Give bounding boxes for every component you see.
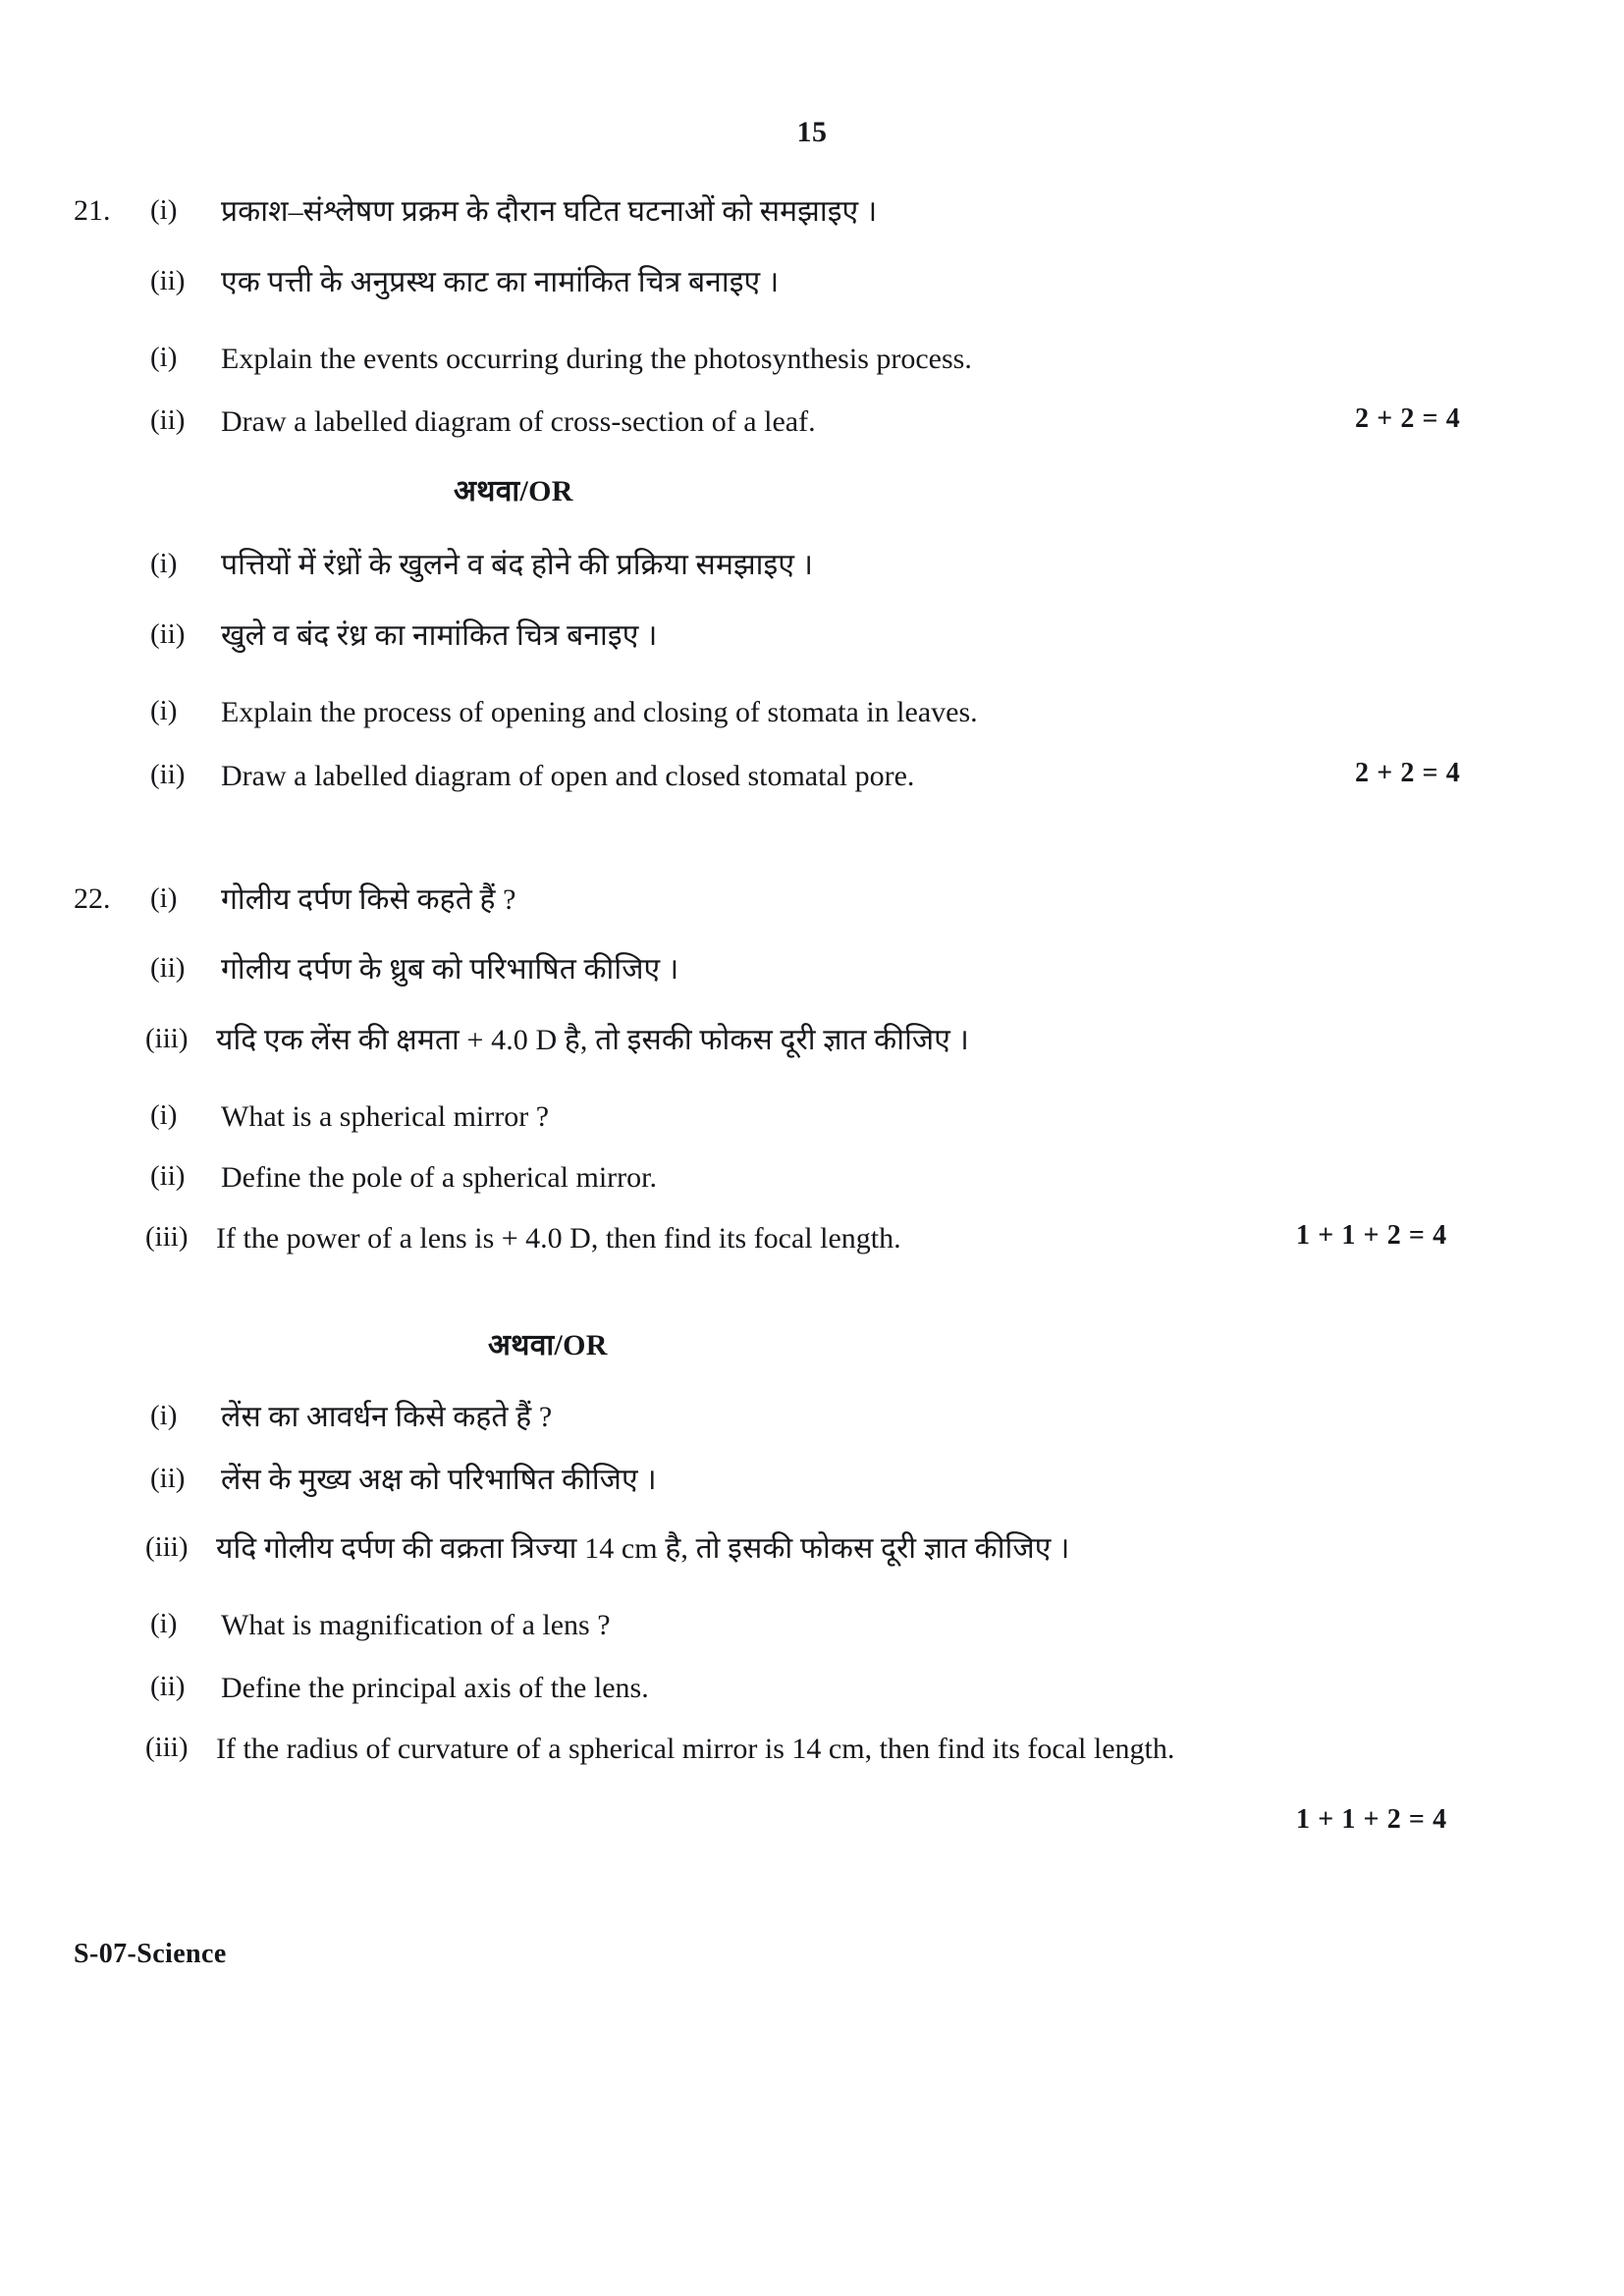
question-22-alt-english-part-ii [150, 1669, 649, 1707]
question-22-hindi-part-iii [145, 1021, 969, 1059]
question-22-english-part-iii [145, 1219, 901, 1257]
part-text: एक पत्ती के अनुप्रस्थ काट का नामांकित चित्र बनाइए । [221, 266, 780, 298]
part-marker: (ii) [150, 952, 186, 984]
or-divider-question-22: अथवा/OR [488, 1329, 608, 1362]
part-text: Explain the process of opening and closing of stomata in leaves. [221, 696, 978, 728]
question-21-alt-english-part-ii [150, 757, 914, 795]
question-22-marks: 1 + 1 + 2 = 4 [1296, 1220, 1447, 1251]
part-text: लेंस का आवर्धन किसे कहते हैं ? [221, 1401, 553, 1433]
part-text: What is a spherical mirror ? [221, 1100, 550, 1133]
question-21-alt-marks: 2 + 2 = 4 [1355, 758, 1461, 788]
question-21-alt-hindi-part-i [150, 546, 813, 584]
footer-paper-code: S-07-Science [74, 1939, 227, 1969]
part-text: यदि एक लेंस की क्षमता + 4.0 D है, तो इसकी फोकस दूरी ज्ञात कीजिए । [216, 1024, 969, 1056]
part-marker: (i) [150, 1608, 178, 1639]
part-marker: (i) [150, 695, 178, 726]
part-marker: (i) [150, 882, 178, 914]
part-marker: (ii) [150, 1463, 186, 1494]
part-marker: (iii) [145, 1221, 189, 1253]
part-text: लेंस के मुख्य अक्ष को परिभाषित कीजिए । [221, 1464, 657, 1496]
part-text: If the radius of curvature of a spherical mirror is 14 cm, then find its focal length. [216, 1733, 1175, 1765]
part-text: Define the pole of a spherical mirror. [221, 1161, 657, 1194]
question-21-hindi-part-ii [150, 263, 779, 301]
part-text: गोलीय दर्पण किसे कहते हैं ? [221, 883, 516, 916]
question-22-alt-english-part-iii [145, 1730, 1174, 1768]
part-text: खुले व बंद रंध्र का नामांकित चित्र बनाइए । [221, 619, 658, 652]
part-text: Draw a labelled diagram of open and closed stomatal pore. [221, 760, 915, 792]
part-marker: (ii) [150, 404, 186, 436]
question-21-hindi-part-i [74, 192, 877, 231]
question-21-number: 21. [74, 194, 111, 227]
part-marker: (i) [150, 1099, 178, 1131]
question-22-english-part-i [150, 1097, 549, 1136]
question-22-hindi-part-ii [150, 950, 678, 988]
part-marker: (ii) [150, 1160, 186, 1192]
question-21-english-part-i [150, 340, 972, 378]
part-text: What is magnification of a lens ? [221, 1609, 611, 1641]
question-22-hindi-part-i [74, 881, 516, 919]
part-marker: (i) [150, 342, 178, 373]
question-21-english-part-ii [150, 402, 816, 441]
question-22-alt-hindi-part-i [150, 1398, 552, 1436]
question-22-alt-english-part-i [150, 1606, 611, 1644]
part-marker: (iii) [145, 1023, 189, 1054]
part-marker: (ii) [150, 759, 186, 790]
or-divider-question-21: अथवा/OR [454, 475, 573, 507]
question-22-alt-hindi-part-ii [150, 1461, 657, 1499]
part-marker: (iii) [145, 1531, 189, 1563]
part-text: यदि गोलीय दर्पण की वक्रता त्रिज्या 14 cm है, तो इसकी फोकस दूरी ज्ञात कीजिए । [216, 1532, 1070, 1565]
part-text: गोलीय दर्पण के ध्रुब को परिभाषित कीजिए । [221, 953, 679, 986]
part-text: पत्तियों में रंध्रों के खुलने व बंद होने की प्रक्रिया समझाइए । [221, 549, 814, 581]
question-21-alt-english-part-i [150, 693, 978, 731]
page-number: 15 [796, 116, 828, 148]
part-marker: (ii) [150, 265, 186, 296]
part-marker: (ii) [150, 618, 186, 650]
part-marker: (i) [150, 1400, 178, 1431]
part-text: Draw a labelled diagram of cross-section of a leaf. [221, 405, 816, 438]
question-22-number: 22. [74, 882, 111, 915]
question-21-alt-hindi-part-ii [150, 616, 658, 655]
part-text: Explain the events occurring during the photosynthesis process. [221, 343, 972, 375]
part-marker: (iii) [145, 1732, 189, 1763]
part-marker: (ii) [150, 1671, 186, 1702]
question-21-marks: 2 + 2 = 4 [1355, 403, 1461, 434]
question-22-english-part-ii [150, 1158, 657, 1197]
question-22-alt-marks: 1 + 1 + 2 = 4 [1296, 1804, 1447, 1835]
question-22-alt-hindi-part-iii [145, 1529, 1069, 1568]
part-text: प्रकाश–संश्लेषण प्रक्रम के दौरान घटित घटनाओं को समझाइए । [221, 195, 878, 228]
part-marker: (i) [150, 194, 178, 226]
part-text: Define the principal axis of the lens. [221, 1672, 649, 1704]
part-text: If the power of a lens is + 4.0 D, then find its focal length. [216, 1222, 901, 1255]
part-marker: (i) [150, 548, 178, 579]
